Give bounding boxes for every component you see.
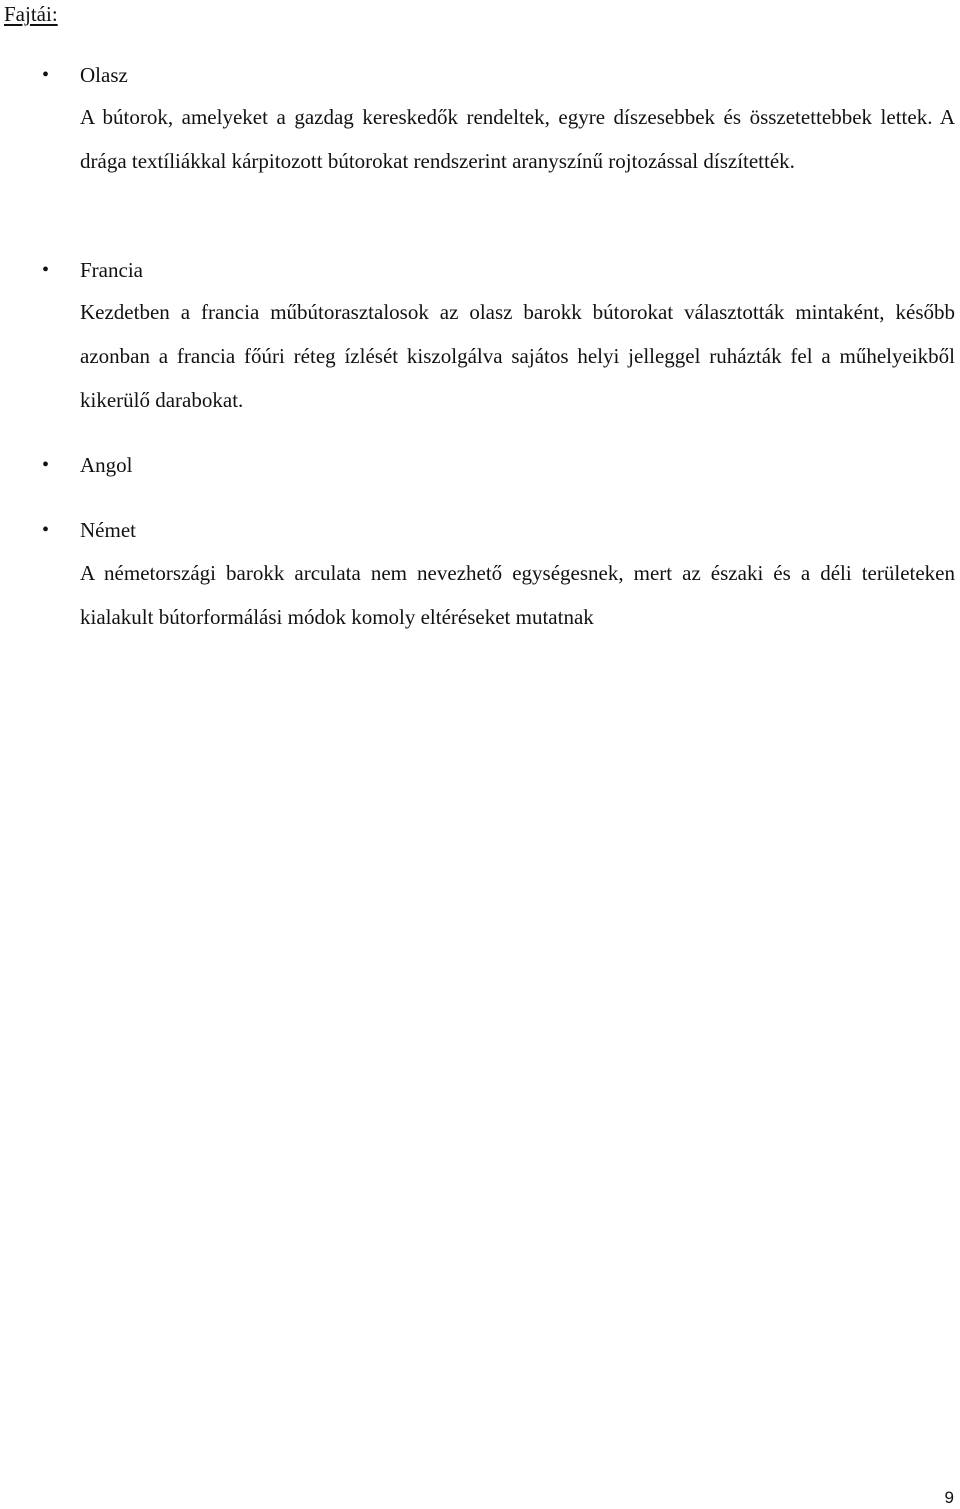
list-item-title: Olasz	[80, 63, 128, 87]
list-item-body: A bútorok, amelyeket a gazdag kereskedők rendeltek, egyre díszesebbek és összetettebbek lettek. A drága textíliákkal kárpitozott bútorokat rendszerint aranyszínű rojtozással díszítették.	[80, 105, 955, 173]
list-item-title: Francia	[80, 258, 143, 282]
page-number: 9	[944, 1488, 954, 1507]
bullet-icon: •	[42, 64, 50, 86]
bullet-icon: •	[42, 454, 50, 476]
list-item-body: Kezdetben a francia műbútorasztalosok az olasz barokk bútorokat választották mintaként, később azonban a francia főúri réteg ízlését kiszolgálva sajátos helyi jelleggel ruházták fel a műhelyeikből kikerülő darabokat.	[80, 300, 955, 412]
bullet-icon: •	[42, 259, 50, 281]
list-item-body: A németországi barokk arculata nem nevezhető egységesnek, mert az északi és a déli területeken kialakult bútorformálási módok komoly eltéréseket mutatnak	[80, 561, 955, 629]
list-item-title: Német	[80, 518, 136, 542]
list-item-title: Angol	[80, 453, 133, 477]
bullet-icon: •	[42, 519, 50, 541]
section-heading: Fajtái:	[4, 2, 58, 26]
